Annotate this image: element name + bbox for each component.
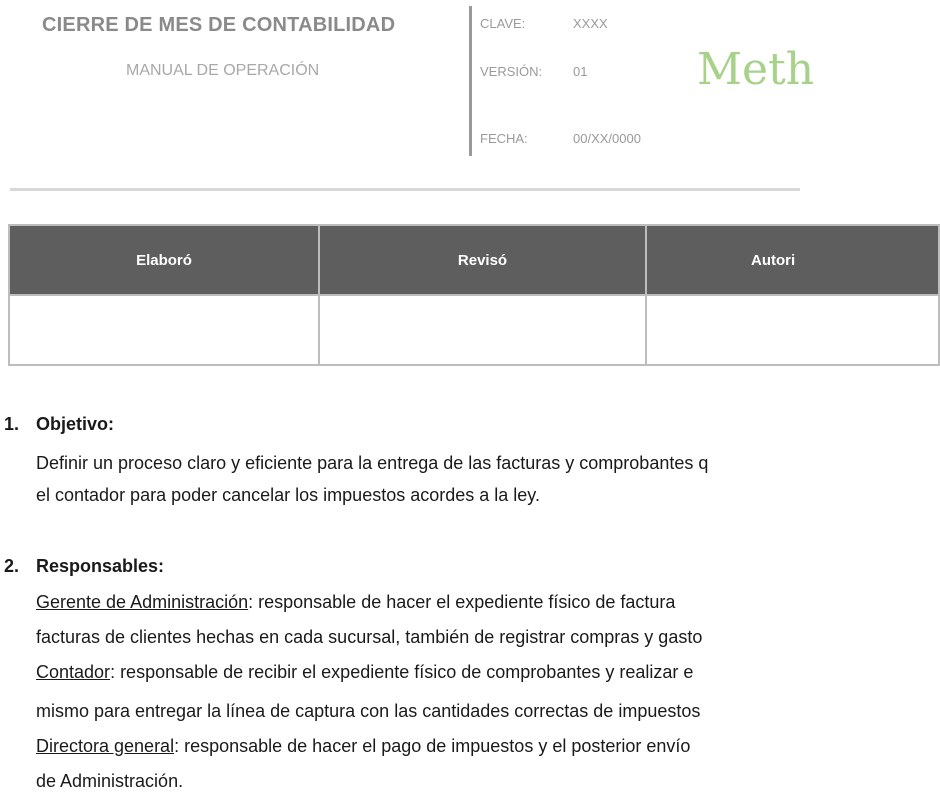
signature-row [9,295,939,365]
col-reviso: Revisó [319,225,646,295]
col-autorizo: Autori [646,225,939,295]
version-label: VERSIÓN: [480,64,543,79]
document-subtitle: MANUAL DE OPERACIÓN [126,62,320,79]
signature-cell-reviso [319,295,646,365]
col-elaboro: Elaboró [9,225,319,295]
clave-label: CLAVE: [480,16,526,31]
signature-cell-autorizo [646,295,939,365]
clave-value: XXXX [573,16,608,31]
section-number: 1. [4,414,20,434]
header-divider [469,6,472,156]
version-value: 01 [573,64,588,79]
paragraph-line: Definir un proceso claro y eficiente para la entrega de las facturas y comprobantes q [36,453,709,473]
fecha-label: FECHA: [480,131,528,146]
brand-logo: Meth [697,44,815,95]
paragraph-line: el contador para poder cancelar los impuestos acordes a la ley. [36,485,540,505]
section-heading: Objetivo: [36,414,115,434]
role-description: : responsable de recibir el expediente físico de comprobantes y realizar e [110,662,694,682]
section-number: 2. [4,556,20,576]
responsable-gerente [36,591,675,613]
paragraph-line: facturas de clientes hechas en cada sucursal, también de registrar compras y gasto [36,627,703,647]
header-rule [10,188,800,191]
role-label: Contador [36,662,111,682]
responsable-directora [36,735,690,757]
section-heading: Responsables: [36,556,165,576]
paragraph-line: mismo para entregar la línea de captura con las cantidades correctas de impuestos [36,701,701,721]
role-label: Directora general [36,736,175,756]
responsable-contador [36,661,693,683]
paragraph-line: de Administración. [36,771,184,791]
signature-header-row [9,225,939,295]
signature-cell-elaboro [9,295,319,365]
document-title: CIERRE DE MES DE CONTABILIDAD [42,14,396,36]
signature-table [8,224,940,366]
role-description: : responsable de hacer el expediente físico de factura [248,592,676,612]
role-label: Gerente de Administración [36,592,249,612]
fecha-value: 00/XX/0000 [573,131,641,146]
role-description: : responsable de hacer el pago de impuestos y el posterior envío [174,736,691,756]
